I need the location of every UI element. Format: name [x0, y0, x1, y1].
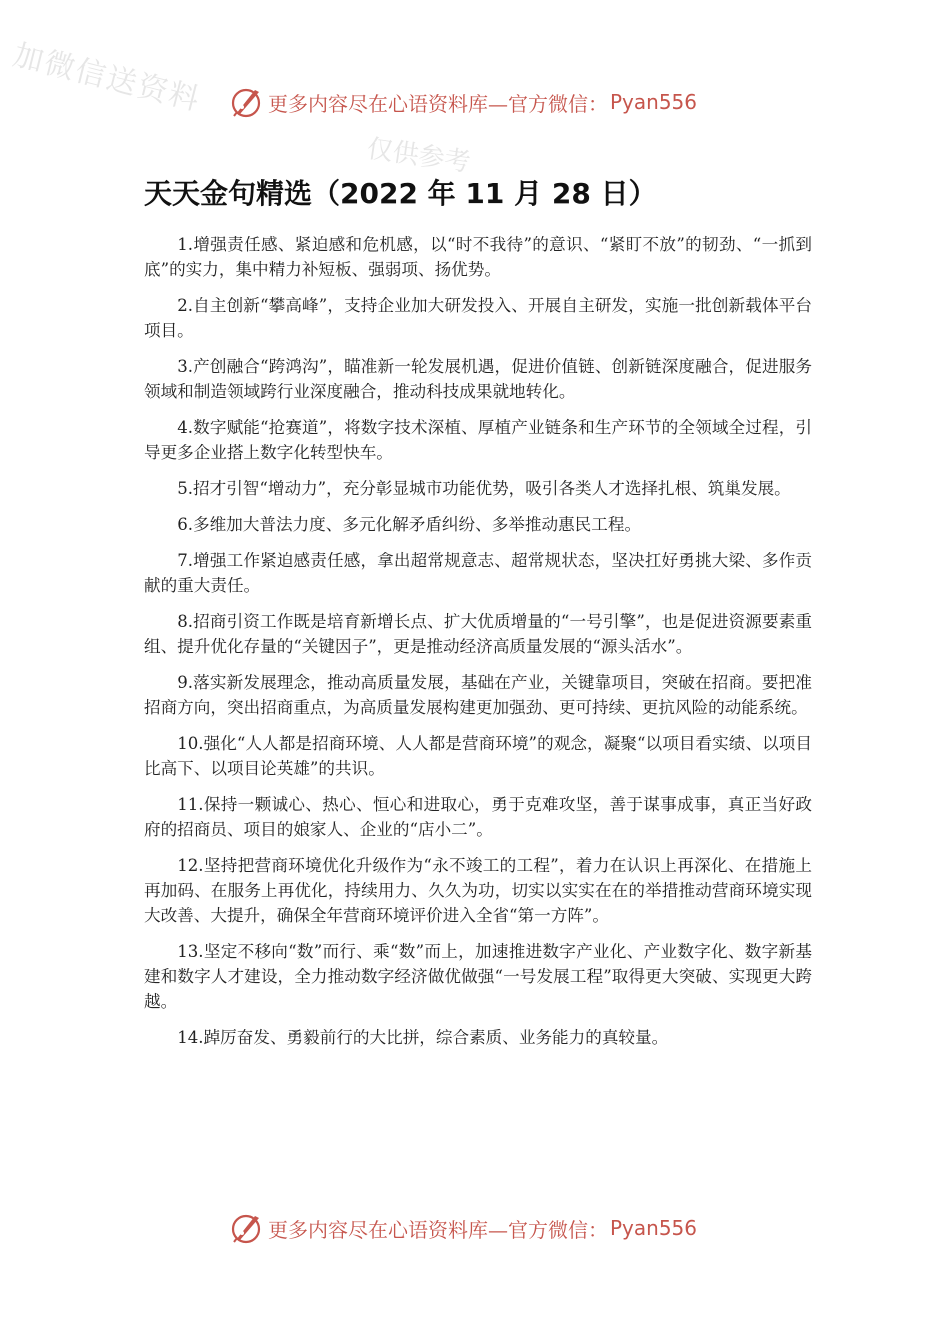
- quote-paragraph-2: 2.自主创新“攀高峰”，支持企业加大研发投入、开展自主研发，实施一批创新载体平台项目。: [144, 296, 812, 340]
- watermark: 加微信送资料: [9, 37, 205, 119]
- banner-wechat-id: Pyan556: [610, 1216, 698, 1240]
- banner-text: 更多内容尽在心语资料库—官方微信：: [268, 91, 608, 116]
- quill-pen-logo-icon: [228, 1210, 264, 1246]
- quote-paragraph-6: 6.多维加大普法力度、多元化解矛盾纠纷、多举推动惠民工程。: [177, 515, 642, 534]
- quote-paragraph-14: 14.踔厉奋发、勇毅前行的大比拼，综合素质、业务能力的真较量。: [177, 1028, 669, 1047]
- quote-paragraph-12: 12.坚持把营商环境优化升级作为“永不竣工的工程”，着力在认识上再深化、在措施上再加码、在服务上再优化，持续用力、久久为功，切实以实实在在的举措推动营商环境实现大改善、大提升，确保全年营商环境评价进入全省“第一方阵”。: [144, 856, 812, 925]
- quote-paragraph-4: 4.数字赋能“抢赛道”，将数字技术深植、厚植产业链条和生产环节的全领域全过程，引导更多企业搭上数字化转型快车。: [144, 418, 812, 462]
- quote-paragraph-8: 8.招商引资工作既是培育新增长点、扩大优质增量的“一号引擎”，也是促进资源要素重组、提升优化存量的“关键因子”，更是推动经济高质量发展的“源头活水”。: [144, 612, 812, 656]
- quote-paragraph-10: 10.强化“人人都是招商环境、人人都是营商环境”的观念，凝聚“以项目看实绩、以项目比高下、以项目论英雄”的共识。: [144, 734, 812, 778]
- quote-paragraph-7: 7.增强工作紧迫感责任感，拿出超常规意志、超常规状态，坚决扛好勇挑大梁、多作贡献的重大责任。: [144, 551, 812, 595]
- quote-paragraph-5: 5.招才引智“增动力”，充分彰显城市功能优势，吸引各类人才选择扎根、筑巢发展。: [177, 479, 791, 498]
- banner-wechat-id: Pyan556: [610, 90, 698, 114]
- footer-banner: [228, 1208, 697, 1248]
- quote-paragraph-3: 3.产创融合“跨鸿沟”，瞄准新一轮发展机遇，促进价值链、创新链深度融合，促进服务领域和制造领域跨行业深度融合，推动科技成果就地转化。: [144, 357, 812, 401]
- quote-paragraph-9: 9.落实新发展理念，推动高质量发展，基础在产业，关键靠项目，突破在招商。要把准招商方向，突出招商重点，为高质量发展构建更加强劲、更可持续、更抗风险的动能系统。: [144, 673, 812, 717]
- banner-text: 更多内容尽在心语资料库—官方微信：: [268, 1217, 608, 1242]
- quote-paragraph-1: 1.增强责任感、紧迫感和危机感，以“时不我待”的意识、“紧盯不放”的韧劲、“一抓到底”的实力，集中精力补短板、强弱项、扬优势。: [144, 235, 812, 279]
- quote-paragraph-11: 11.保持一颗诚心、热心、恒心和进取心，勇于克难攻坚，善于谋事成事，真正当好政府的招商员、项目的娘家人、企业的“店小二”。: [144, 795, 812, 839]
- document-body: [144, 232, 812, 1061]
- quote-paragraph-13: 13.坚定不移向“数”而行、乘“数”而上，加速推进数字产业化、产业数字化、数字新基建和数字人才建设，全力推动数字经济做优做强“一号发展工程”取得更大突破、实现更大跨越。: [144, 942, 812, 1011]
- document-title: 天天金句精选（2022 年 11 月 28 日）: [144, 177, 657, 210]
- header-banner: [228, 82, 697, 122]
- watermark-secondary: 仅供参考: [364, 133, 473, 179]
- quill-pen-logo-icon: [228, 84, 264, 120]
